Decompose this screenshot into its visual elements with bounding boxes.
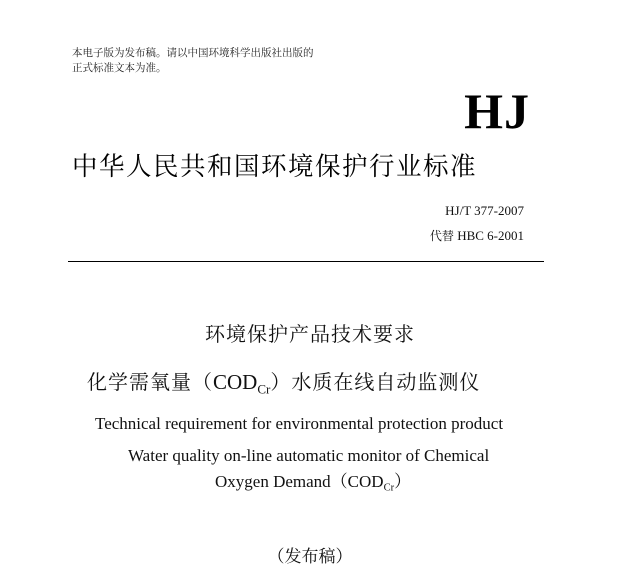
replaces-standard xyxy=(430,227,524,244)
replaces-label: 代替 xyxy=(429,229,454,243)
hj-logo: HJ xyxy=(464,83,530,139)
cod-subscript: Cr xyxy=(257,381,271,397)
chinese-title-line-1: 环境保护产品技术要求 xyxy=(205,322,415,346)
chinese-title-suffix: ）水质在线自动监测仪 xyxy=(270,370,481,394)
release-status: （发布稿） xyxy=(267,547,353,567)
header-divider xyxy=(68,261,544,262)
chinese-title-line-2 xyxy=(87,366,480,395)
notice-line-1: 本电子版为发布稿。请以中国环境科学出版社出版的 xyxy=(72,47,314,59)
english-title-line-3-prefix: Oxygen Demand（COD xyxy=(215,472,384,491)
english-title-line-3 xyxy=(215,467,411,492)
english-title-line-3-suffix: ） xyxy=(394,472,412,491)
notice-line-2: 正式标准文本为准。 xyxy=(72,62,167,74)
chinese-title-prefix: 化学需氧量（ xyxy=(87,370,213,394)
english-title-line-1: Technical requirement for environmental protection product xyxy=(95,414,504,433)
publication-notice xyxy=(72,46,314,76)
english-cod-subscript: Cr xyxy=(383,482,395,494)
cod-text: COD xyxy=(213,370,258,394)
cod-symbol xyxy=(213,370,271,397)
standard-code: HJ/T 377-2007 xyxy=(445,203,524,218)
standard-category-title: 中华人民共和国环境保护行业标准 xyxy=(72,152,478,182)
english-title-line-2: Water quality on-line automatic monitor of Chemical xyxy=(128,446,490,465)
replaces-code: HBC 6-2001 xyxy=(457,228,524,243)
